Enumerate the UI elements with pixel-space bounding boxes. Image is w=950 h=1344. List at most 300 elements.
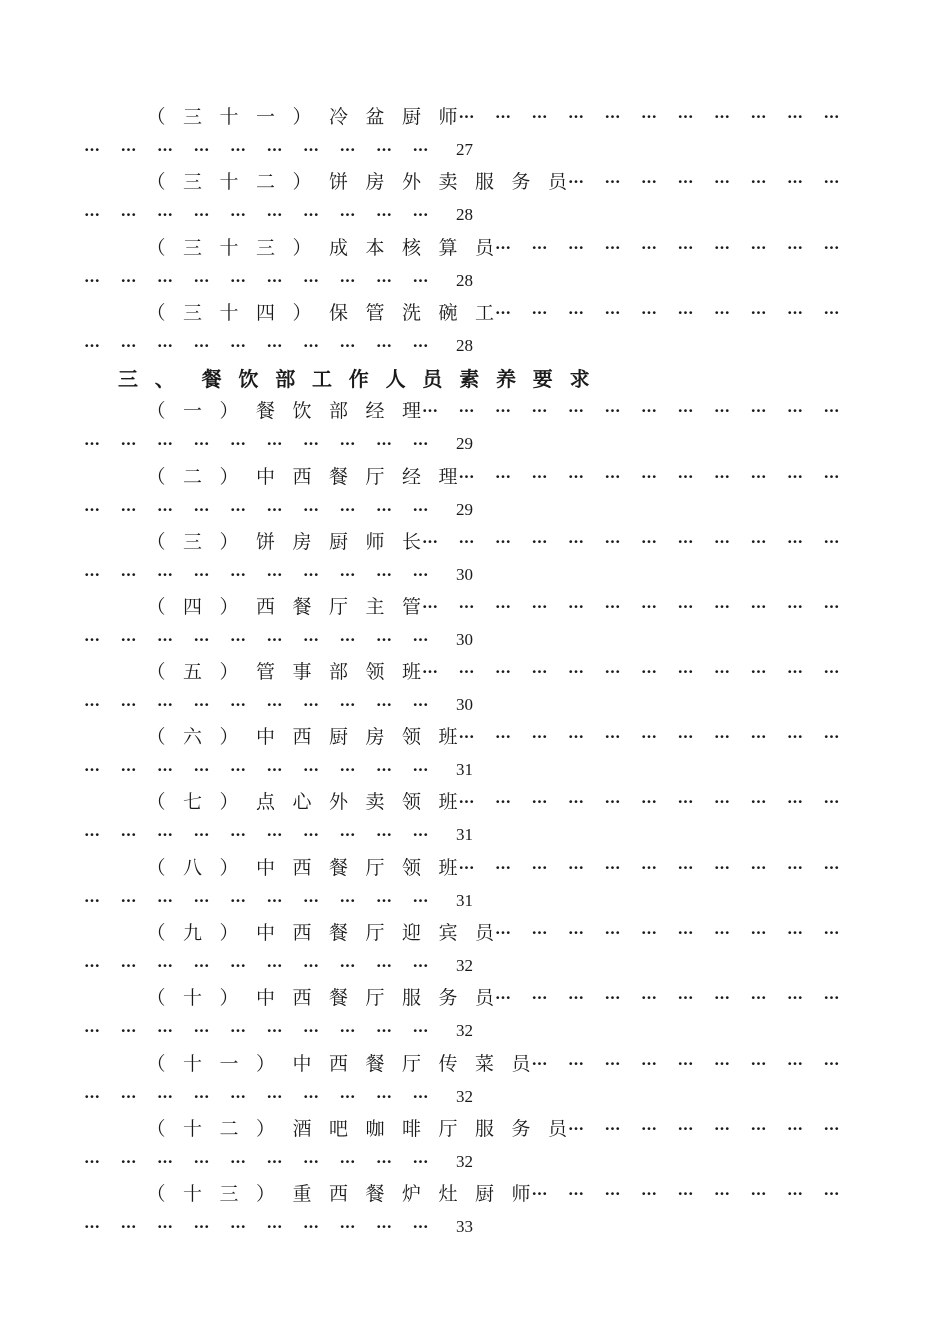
leader-dot: ··· [677,728,694,746]
leader-dot: ··· [823,304,840,322]
toc-leader-dots [0,755,950,785]
leader-dot: ··· [604,1120,621,1138]
leader-dot: ··· [266,761,283,779]
leader-dot: ··· [714,304,730,322]
leader-dot: ··· [193,631,210,649]
leader-dot: ··· [84,1218,100,1236]
leader-dot: ··· [604,1185,621,1203]
toc-title-char: 员 [511,1053,531,1075]
leader-dot: ··· [495,663,511,681]
leader-dot: ··· [339,272,356,290]
leader-dot: ··· [266,566,283,584]
leader-dot: ··· [787,1055,803,1073]
toc-title-char: ） [292,106,312,128]
leader-dot: ··· [787,989,803,1007]
toc-title-char: 餐 [255,400,275,422]
toc-title-char: 房 [365,726,385,748]
leader-dot: ··· [230,141,246,159]
leader-dot: ··· [677,1120,694,1138]
leader-dot: ··· [531,304,548,322]
leader-dot: ··· [750,859,767,877]
toc-title-char: 部 [328,661,348,683]
leader-dot: ··· [750,533,767,551]
leader-dot: ··· [568,533,584,551]
leader-dot: ··· [458,598,475,616]
toc-leader-dots [0,657,950,687]
leader-dot: ··· [677,598,694,616]
leader-dot: ··· [412,501,429,519]
toc-title-char: 厅 [365,857,385,879]
toc-title-char: 西 [328,1183,348,1205]
leader-dot: ··· [412,1218,429,1236]
leader-dot: ··· [641,859,657,877]
leader-dot: ··· [495,108,511,126]
leader-dot: ··· [422,402,438,420]
toc-title-char: ） [292,171,312,193]
toc-title-char: 厅 [365,922,385,944]
leader-dot: ··· [823,1120,840,1138]
leader-dot: ··· [120,566,137,584]
leader-dot: ··· [568,173,584,191]
leader-dot: ··· [230,501,246,519]
leader-dot: ··· [568,924,584,942]
leader-dot: ··· [531,468,548,486]
toc-title-char: ） [219,400,239,422]
toc-page-number: 31 [456,891,473,910]
toc-entry[interactable] [0,167,950,231]
toc-entry[interactable] [0,1114,950,1178]
leader-dot: ··· [303,435,319,453]
leader-dot: ··· [120,1088,137,1106]
leader-dot: ··· [458,728,475,746]
toc-title-char: 饼 [255,531,275,553]
leader-dot: ··· [84,566,100,584]
toc-title-char: 三 [182,106,202,128]
toc-title-char: 外 [401,171,421,193]
toc-title-char: 理 [401,400,421,422]
leader-dot: ··· [714,859,730,877]
leader-dot: ··· [412,141,429,159]
toc-title-char: 房 [292,531,312,553]
leader-dot: ··· [193,1153,210,1171]
toc-entry[interactable] [0,918,950,982]
toc-title-char: 算 [438,237,458,259]
toc-entry[interactable] [0,787,950,851]
toc-title-char: ） [219,466,239,488]
toc-title-char: （ [146,400,166,422]
toc-title-char: 三 [182,171,202,193]
toc-title-char: 素 [459,367,480,391]
toc-title-char: 本 [365,237,385,259]
leader-dot: ··· [120,696,137,714]
leader-dot: ··· [787,108,803,126]
leader-dot: ··· [376,696,392,714]
toc-entry[interactable] [0,233,950,297]
leader-dot: ··· [641,793,657,811]
leader-dot: ··· [750,663,767,681]
leader-dot: ··· [495,402,511,420]
leader-dot: ··· [376,435,392,453]
leader-dot: ··· [495,793,511,811]
leader-dot: ··· [750,989,767,1007]
toc-title-char: 管 [255,661,275,683]
leader-dot: ··· [604,468,621,486]
toc-title-char: 心 [292,791,312,813]
leader-dot: ··· [303,892,319,910]
toc-title-char: 领 [401,791,421,813]
toc-title-char: 餐 [292,596,312,618]
leader-dot: ··· [641,173,657,191]
toc-title-char: 工 [474,302,494,324]
toc-title-char: 七 [182,791,202,813]
leader-dot: ··· [303,1022,319,1040]
leader-dot: ··· [531,859,548,877]
leader-dot: ··· [120,631,137,649]
leader-dot: ··· [495,468,511,486]
leader-dot: ··· [787,173,803,191]
toc-entry[interactable] [0,657,950,721]
toc-title-char: 十 [219,106,239,128]
toc-leader-dots [0,200,950,230]
leader-dot: ··· [531,1185,548,1203]
leader-dot: ··· [230,1153,246,1171]
toc-title-char: 人 [385,367,406,391]
leader-dot: ··· [641,239,657,257]
toc-leader-dots [0,429,950,459]
leader-dot: ··· [303,272,319,290]
leader-dot: ··· [823,1185,840,1203]
leader-dot: ··· [714,1120,730,1138]
toc-title-char: 理 [438,466,458,488]
leader-dot: ··· [677,1055,694,1073]
toc-title-char: ） [255,1118,275,1140]
leader-dot: ··· [531,1055,548,1073]
toc-title-char: 餐 [201,367,222,391]
toc-title-char: 三 [219,1183,239,1205]
leader-dot: ··· [750,793,767,811]
toc-page-number: 32 [456,1152,473,1171]
leader-dot: ··· [84,337,100,355]
toc-title-char: 饼 [328,171,348,193]
leader-dot: ··· [120,826,137,844]
leader-dot: ··· [531,108,548,126]
leader-dot: ··· [120,501,137,519]
toc-page-number: 27 [456,140,473,159]
leader-dot: ··· [303,141,319,159]
leader-dot: ··· [568,859,584,877]
toc-entry[interactable] [0,1179,950,1243]
leader-dot: ··· [339,337,356,355]
toc-page-number: 32 [456,956,473,975]
leader-dot: ··· [230,337,246,355]
toc-entry[interactable] [0,102,950,166]
toc-leader-dots [0,886,950,916]
toc-title-char: ） [292,237,312,259]
leader-dot: ··· [266,1218,283,1236]
leader-dot: ··· [787,793,803,811]
leader-dot: ··· [412,1022,429,1040]
leader-dot: ··· [157,1218,173,1236]
toc-title-char: 餐 [365,1053,385,1075]
toc-title-char: 咖 [365,1118,385,1140]
toc-title-char: 中 [255,857,275,879]
leader-dot: ··· [303,1218,319,1236]
leader-dot: ··· [787,598,803,616]
leader-dot: ··· [376,566,392,584]
toc-title-char: 部 [328,400,348,422]
leader-dot: ··· [641,533,657,551]
leader-dot: ··· [750,1120,767,1138]
leader-dot: ··· [531,989,548,1007]
leader-dot: ··· [641,989,657,1007]
toc-leader-dots [0,625,950,655]
leader-dot: ··· [495,304,511,322]
toc-title-char: ） [219,531,239,553]
leader-dot: ··· [230,206,246,224]
toc-title-char: ） [219,922,239,944]
toc-title-char: （ [146,531,166,553]
toc-title-char: 服 [474,171,494,193]
toc-title-char: （ [146,237,166,259]
leader-dot: ··· [823,1055,840,1073]
toc-entry[interactable] [0,853,950,917]
leader-dot: ··· [568,402,584,420]
toc-section-heading[interactable] [0,364,950,396]
toc-entry[interactable] [0,396,950,460]
leader-dot: ··· [157,566,173,584]
toc-leader-dots [0,331,950,361]
toc-title-char: 领 [365,661,385,683]
leader-dot: ··· [339,957,356,975]
toc-title-char: ） [219,791,239,813]
toc-title-char: 点 [255,791,275,813]
toc-leader-dots [0,527,950,557]
toc-leader-dots [0,1114,950,1144]
leader-dot: ··· [823,108,840,126]
leader-dot: ··· [120,141,137,159]
leader-dot: ··· [193,141,210,159]
leader-dot: ··· [84,141,100,159]
toc-leader-dots [0,102,950,132]
toc-title-char: 外 [328,791,348,813]
toc-title-char: 餐 [328,857,348,879]
toc-leader-dots [0,135,950,165]
leader-dot: ··· [230,696,246,714]
toc-page-number: 31 [456,760,473,779]
leader-dot: ··· [266,337,283,355]
leader-dot: ··· [193,892,210,910]
leader-dot: ··· [266,631,283,649]
toc-title-char: （ [146,857,166,879]
leader-dot: ··· [230,435,246,453]
toc-title-char: ） [219,661,239,683]
leader-dot: ··· [376,272,392,290]
leader-dot: ··· [568,239,584,257]
leader-dot: ··· [604,533,621,551]
toc-title-char: 班 [438,857,458,879]
leader-dot: ··· [750,239,767,257]
leader-dot: ··· [714,598,730,616]
leader-dot: ··· [568,304,584,322]
leader-dot: ··· [458,533,475,551]
toc-entry[interactable] [0,1049,950,1113]
toc-title-char: 餐 [365,1183,385,1205]
toc-title-char: 九 [182,922,202,944]
toc-page-number: 29 [456,500,473,519]
leader-dot: ··· [677,304,694,322]
toc-title-char: ） [219,726,239,748]
leader-dot: ··· [339,141,356,159]
toc-entry[interactable] [0,462,950,526]
leader-dot: ··· [714,663,730,681]
toc-title-char: 员 [547,171,567,193]
leader-dot: ··· [531,239,548,257]
toc-title-char: 作 [348,367,369,391]
toc-title-char: 十 [182,987,202,1009]
toc-entry[interactable] [0,527,950,591]
toc-title-char: 重 [292,1183,312,1205]
leader-dot: ··· [531,663,548,681]
leader-dot: ··· [495,989,511,1007]
leader-dot: ··· [787,533,803,551]
leader-dot: ··· [339,1153,356,1171]
leader-dot: ··· [750,304,767,322]
leader-dot: ··· [823,402,840,420]
leader-dot: ··· [376,761,392,779]
leader-dot: ··· [787,663,803,681]
leader-dot: ··· [120,337,137,355]
toc-title-char: 宾 [438,922,458,944]
toc-entry[interactable] [0,983,950,1047]
toc-title-char: 西 [292,922,312,944]
leader-dot: ··· [230,892,246,910]
leader-dot: ··· [531,728,548,746]
leader-dot: ··· [568,663,584,681]
toc-entry[interactable] [0,592,950,656]
leader-dot: ··· [84,435,100,453]
leader-dot: ··· [750,468,767,486]
toc-page-number: 28 [456,205,473,224]
toc-title-char: 灶 [438,1183,458,1205]
leader-dot: ··· [787,1185,803,1203]
toc-title-char: 工 [312,367,332,391]
toc-title-char: 四 [182,596,202,618]
toc-title-char: 吧 [328,1118,348,1140]
leader-dot: ··· [422,533,438,551]
leader-dot: ··· [120,957,137,975]
leader-dot: ··· [120,1022,137,1040]
toc-title-char: 师 [438,106,458,128]
toc-entry[interactable] [0,298,950,362]
toc-page-number: 28 [456,336,473,355]
toc-title-char: 师 [511,1183,531,1205]
leader-dot: ··· [120,206,137,224]
leader-dot: ··· [303,566,319,584]
leader-dot: ··· [303,337,319,355]
leader-dot: ··· [339,826,356,844]
leader-dot: ··· [531,793,548,811]
toc-title-char: 员 [474,922,494,944]
leader-dot: ··· [412,566,429,584]
toc-title-char: （ [146,302,166,324]
leader-dot: ··· [266,206,283,224]
leader-dot: ··· [84,206,100,224]
toc-leader-dots [0,233,950,263]
leader-dot: ··· [714,173,730,191]
leader-dot: ··· [120,272,137,290]
leader-dot: ··· [193,566,210,584]
toc-entry-title [0,364,950,394]
leader-dot: ··· [157,206,173,224]
toc-title-char: 冷 [328,106,348,128]
leader-dot: ··· [641,1185,657,1203]
toc-title-char: 员 [422,367,443,391]
leader-dot: ··· [458,108,475,126]
leader-dot: ··· [458,402,475,420]
leader-dot: ··· [412,1153,429,1171]
toc-title-char: 二 [182,466,202,488]
toc-title-char: 菜 [474,1053,494,1075]
toc-leader-dots [0,1049,950,1079]
leader-dot: ··· [157,501,173,519]
toc-title-char: 三 [182,531,202,553]
toc-title-char: 二 [255,171,275,193]
toc-leader-dots [0,495,950,525]
toc-title-char: 三 [118,367,138,391]
leader-dot: ··· [157,696,173,714]
leader-dot: ··· [714,1055,730,1073]
leader-dot: ··· [787,468,803,486]
leader-dot: ··· [120,435,137,453]
leader-dot: ··· [787,304,803,322]
leader-dot: ··· [568,108,584,126]
leader-dot: ··· [641,728,657,746]
leader-dot: ··· [266,826,283,844]
toc-title-char: 班 [438,791,458,813]
leader-dot: ··· [604,598,621,616]
leader-dot: ··· [339,501,356,519]
toc-title-char: 班 [401,661,421,683]
toc-title-char: 厅 [438,1118,458,1140]
toc-entry[interactable] [0,722,950,786]
leader-dot: ··· [193,696,210,714]
leader-dot: ··· [193,761,210,779]
toc-title-char: 保 [328,302,348,324]
leader-dot: ··· [376,1153,392,1171]
toc-title-char: （ [146,1053,166,1075]
toc-leader-dots [0,722,950,752]
toc-title-char: 一 [255,106,275,128]
leader-dot: ··· [376,501,392,519]
leader-dot: ··· [193,1088,210,1106]
leader-dot: ··· [714,793,730,811]
leader-dot: ··· [750,598,767,616]
leader-dot: ··· [714,239,730,257]
toc-title-char: 四 [255,302,275,324]
toc-title-char: 碗 [438,302,458,324]
toc-page-number: 32 [456,1087,473,1106]
toc-title-char: 西 [292,466,312,488]
leader-dot: ··· [120,761,137,779]
toc-title-char: 领 [401,857,421,879]
toc-leader-dots [0,298,950,328]
toc-title-char: 西 [292,987,312,1009]
leader-dot: ··· [339,435,356,453]
leader-dot: ··· [604,663,621,681]
toc-leader-dots [0,592,950,622]
toc-title-char: 餐 [328,466,348,488]
leader-dot: ··· [157,957,173,975]
